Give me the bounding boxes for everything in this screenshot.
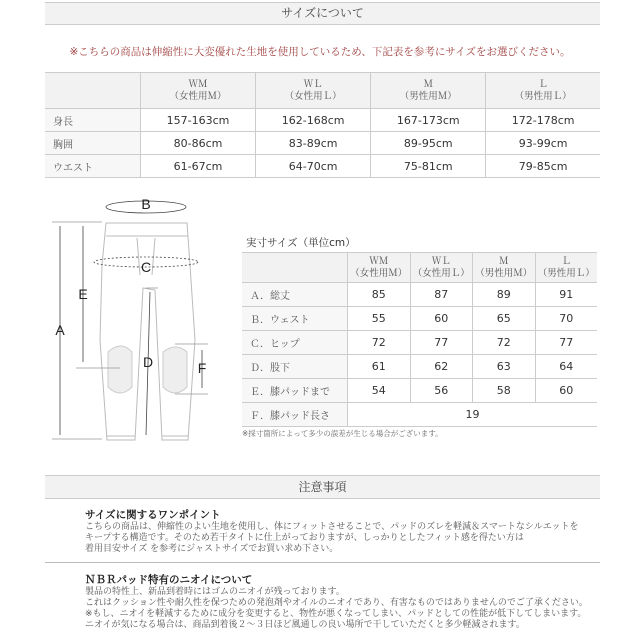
table-row — [242, 403, 597, 427]
section-line: これはクッション性や耐久性を保つための発泡剤やオイルのニオイであり、有害なものではありませんのでご了承ください。 — [85, 598, 588, 608]
col-header — [410, 253, 473, 283]
cell: 91 — [535, 283, 597, 307]
label-C: C — [140, 259, 152, 275]
cell: 64-70cm — [256, 155, 371, 178]
col-code: Ｌ — [561, 255, 571, 267]
row-label: Ｅ．膝パッドまで — [242, 379, 348, 403]
section-line: ※もし、ニオイを軽減するために成分を変更すると、物性が悪くなってしまい、パッドとしての性能が低下してしまいます。 — [85, 609, 587, 619]
col-label: （女性用Ｍ） — [169, 90, 227, 102]
row-label: Ａ．総丈 — [242, 283, 348, 307]
cell: 157-163cm — [141, 109, 256, 132]
section-title: ＮＢＲパッド特有のニオイについて — [85, 574, 253, 586]
note-section-size — [85, 509, 579, 555]
col-label: （男性用Ｍ） — [475, 267, 533, 279]
cell: 70 — [535, 307, 597, 331]
col-code: Ｍ — [498, 255, 509, 267]
col-code: ＷＭ — [188, 78, 208, 90]
label-D: D — [142, 354, 154, 370]
actual-size-table — [242, 252, 597, 427]
knee-pad-left — [108, 346, 132, 393]
table-row — [242, 307, 597, 331]
cell: 62 — [410, 355, 473, 379]
row-label: Ｃ．ヒップ — [242, 331, 348, 355]
col-header — [486, 73, 600, 109]
col-code: ＷＭ — [369, 255, 389, 267]
cell: 77 — [410, 331, 473, 355]
cell: 58 — [473, 379, 536, 403]
cell: 87 — [410, 283, 473, 307]
section-line: キープする構造です。そのため若干タイトに仕上がっておりますが、しっかりとしたフィット感を得たい方は — [85, 533, 524, 543]
table-row — [45, 155, 600, 178]
corner-cell — [242, 253, 348, 283]
leggings-outline — [100, 223, 195, 440]
cell: 79-85cm — [486, 155, 600, 178]
cell: 172-178cm — [486, 109, 600, 132]
table-row — [242, 355, 597, 379]
col-label: （女性用Ｍ） — [350, 267, 408, 279]
cell: 75-81cm — [371, 155, 486, 178]
row-label: Ｆ．膝パッド長さ — [242, 403, 348, 427]
row-label: Ｄ．股下 — [242, 355, 348, 379]
table-row — [45, 109, 600, 132]
row-label: ウエスト — [45, 155, 141, 178]
cell: 72 — [348, 331, 411, 355]
col-code: Ｌ — [538, 78, 548, 90]
col-header — [473, 253, 536, 283]
section-line: 着用目安サイズ を参考にジャストサイズでお買い求め下さい。 — [85, 544, 339, 554]
cell: 19 — [348, 403, 598, 427]
actual-size-title: 実寸サイズ（単位cm） — [246, 237, 356, 249]
cell: 61 — [348, 355, 411, 379]
col-label: （男性用Ｍ） — [399, 90, 457, 102]
section-title: サイズに関するワンポイント — [85, 509, 221, 521]
cell: 65 — [473, 307, 536, 331]
table-header-row — [242, 253, 597, 283]
cell: 60 — [410, 307, 473, 331]
row-label: 胸囲 — [45, 132, 141, 155]
notes-section-header: 注意事項 — [45, 475, 600, 499]
table-row — [242, 379, 597, 403]
cell: 83-89cm — [256, 132, 371, 155]
cell: 77 — [535, 331, 597, 355]
col-label: （女性用Ｌ） — [412, 267, 470, 279]
col-label: （女性用Ｌ） — [284, 90, 342, 102]
knee-pad-right — [163, 347, 187, 393]
row-label: Ｂ．ウェスト — [242, 307, 348, 331]
col-code: Ｍ — [423, 78, 433, 90]
col-header — [348, 253, 411, 283]
col-label: （男性用Ｌ） — [537, 267, 595, 279]
cell: 72 — [473, 331, 536, 355]
leggings-diagram — [40, 190, 240, 450]
note-section-odor — [85, 574, 588, 631]
divider — [45, 562, 600, 563]
col-header — [256, 73, 371, 109]
cell: 60 — [535, 379, 597, 403]
cell: 54 — [348, 379, 411, 403]
cell: 167-173cm — [371, 109, 486, 132]
cell: 85 — [348, 283, 411, 307]
cell: 56 — [410, 379, 473, 403]
cell: 64 — [535, 355, 597, 379]
cell: 55 — [348, 307, 411, 331]
cell: 89 — [473, 283, 536, 307]
col-header — [141, 73, 256, 109]
cell: 61-67cm — [141, 155, 256, 178]
label-B: B — [141, 196, 151, 212]
row-label: 身長 — [45, 109, 141, 132]
corner-cell — [45, 73, 141, 109]
table-row — [242, 283, 597, 307]
footnote: ※採寸箇所によって多少の誤差が生じる場合がございます。 — [242, 429, 443, 438]
cell: 63 — [473, 355, 536, 379]
table-row — [45, 132, 600, 155]
section-line: こちらの商品は、伸縮性のよい生地を使用し、体にフィットさせることで、パッドのズレを軽減＆スマートなシルエットを — [85, 522, 579, 532]
section-line: ニオイが気になる場合は、商品到着後２～３日ほど風通しの良い場所で干していただくと多少軽減されます。 — [85, 620, 525, 630]
cell: 162-168cm — [256, 109, 371, 132]
col-code: ＷＬ — [431, 255, 451, 267]
cell: 89-95cm — [371, 132, 486, 155]
table-header-row — [45, 73, 600, 109]
size-guide-table — [45, 72, 600, 178]
col-code: ＷＬ — [303, 78, 323, 90]
cell: 80-86cm — [141, 132, 256, 155]
cell: 93-99cm — [486, 132, 600, 155]
size-note: ※こちらの商品は伸縮性に大変優れた生地を使用しているため、下記表を参考にサイズをお選びください。 — [69, 46, 571, 58]
label-E: E — [78, 286, 88, 302]
size-section-header: サイズについて — [45, 2, 600, 25]
label-A: A — [55, 322, 65, 338]
col-header — [535, 253, 597, 283]
table-row — [242, 331, 597, 355]
col-label: （男性用Ｌ） — [514, 90, 572, 102]
col-header — [371, 73, 486, 109]
label-F: F — [197, 360, 207, 376]
section-line: 製品の特性上、新品到着時にはゴムのニオイが残っております。 — [85, 587, 345, 597]
